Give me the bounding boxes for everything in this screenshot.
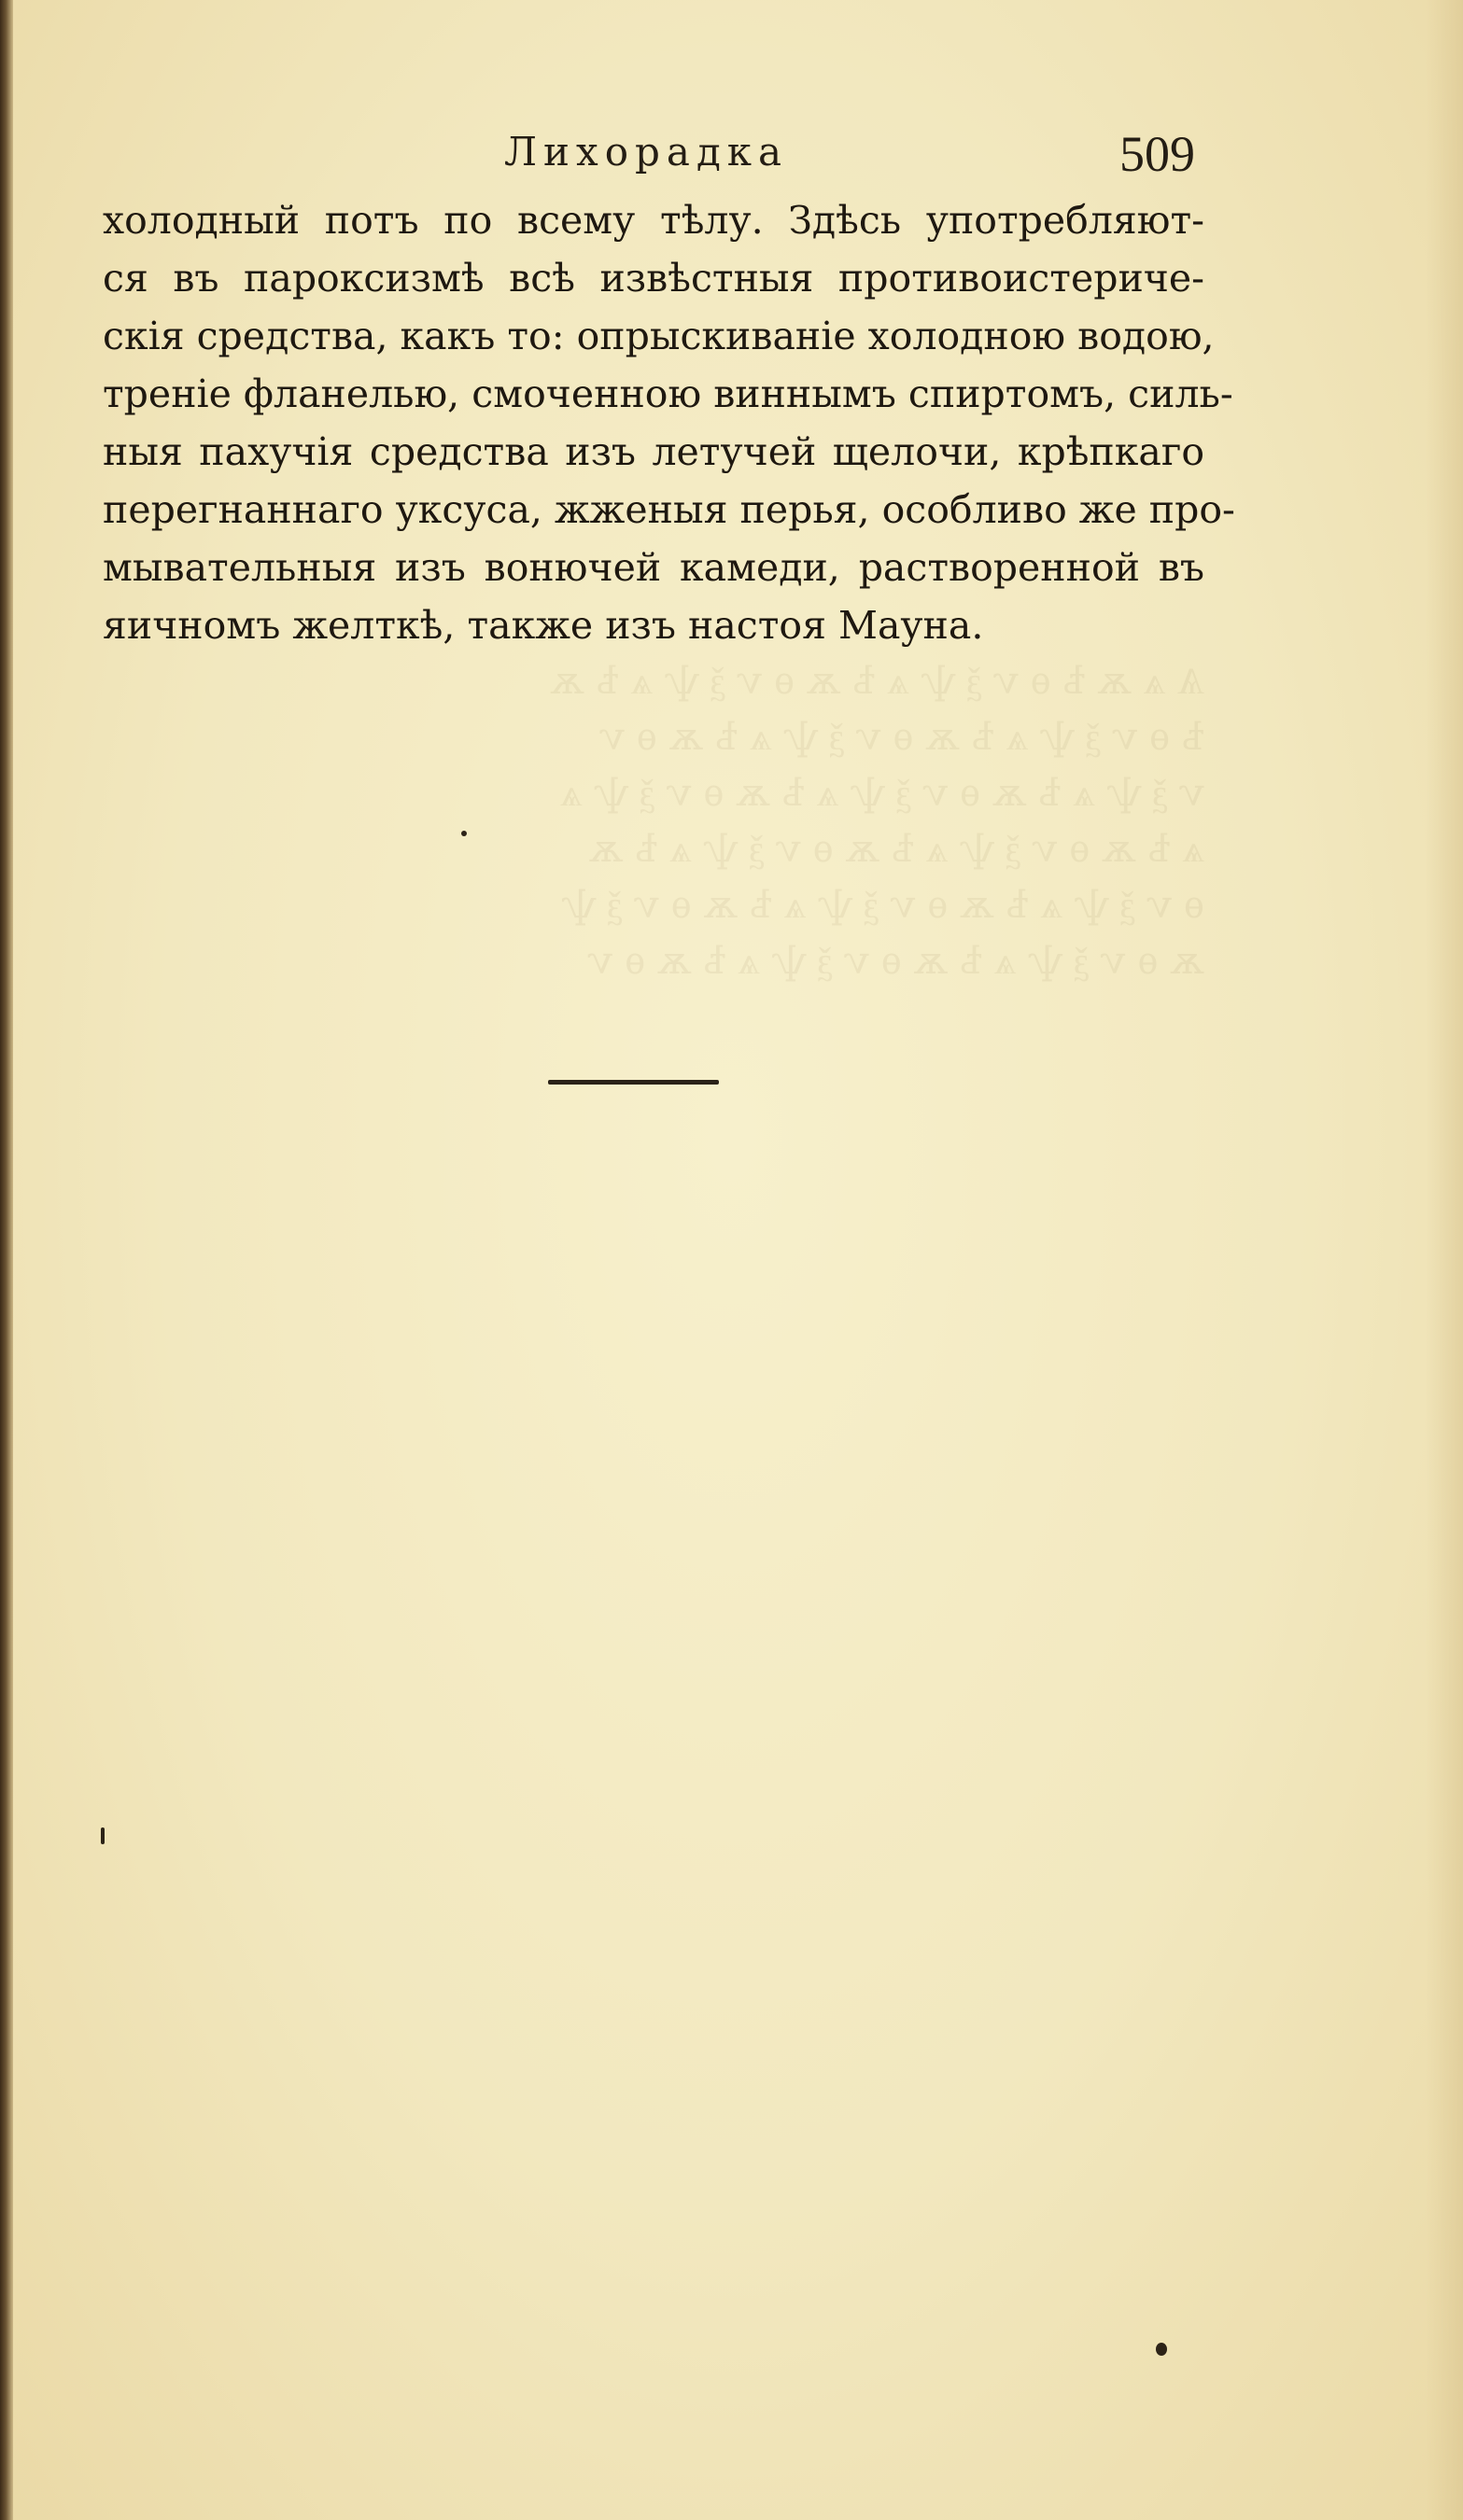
page-number: 509	[1119, 126, 1195, 182]
section-end-rule	[548, 1080, 719, 1085]
text-line: скія средства, какъ то: опрыскиваніе холодною водою,	[103, 314, 1215, 358]
binding-edge	[0, 0, 13, 2520]
ink-speck	[1156, 2343, 1167, 2356]
text-line: мывательныя изъ вонючей камеди, растворенной въ	[103, 545, 1204, 590]
text-line: ныя пахучія средства изъ летучей щелочи, крѣпкаго	[103, 429, 1204, 474]
text-line: треніе фланелью, смоченною виннымъ спиртомъ, силь-	[103, 371, 1233, 416]
running-head-title: Лихорадка	[504, 129, 789, 175]
text-line: яичномъ желткѣ, также изъ настоя Мауна.	[103, 603, 984, 648]
body-paragraph	[103, 191, 1235, 654]
running-head	[103, 126, 1204, 185]
page-edge-shadow	[1426, 0, 1463, 2520]
text-line: холодный потъ по всему тѣлу. Здѣсь употребляют-	[103, 198, 1204, 243]
bleed-through-texture: Ѧ ѧ ѫ ѣ ѳ ѵ ѯ ѱ ѧ ѣ ѫ ѳ ѵ ѯ ѱ ѧ ѣ ѫ ѣ ѳ ѵ ѯ ѱ ѧ ѣ ѫ ѳ ѵ ѯ ѱ ѧ ѣ ѫ ѳ ѵ ѵ ѯ ѱ ѧ ѣ ѫ ѳ ѵ ѯ ѱ ѧ ѣ ѫ ѳ ѵ ѯ ѱ ѧ ѧ ѣ ѫ ѳ ѵ ѯ ѱ ѧ ѣ ѫ ѳ ѵ ѯ ѱ ѧ ѣ ѫ ѳ ѵ ѯ ѱ ѧ ѣ ѫ ѳ ѵ ѯ ѱ ѧ ѣ ѫ ѳ ѵ ѯ ѱ ѫ ѳ ѵ ѯ ѱ ѧ ѣ ѫ ѳ ѵ ѯ ѱ ѧ ѣ ѫ ѳ ѵ	[550, 660, 1204, 983]
text-line: ся въ пароксизмѣ всѣ извѣстныя противоистериче-	[103, 256, 1204, 301]
text-line: перегнаннаго уксуса, жженыя перья, особливо же про-	[103, 487, 1235, 532]
ink-speck	[461, 831, 467, 836]
ink-speck	[101, 1827, 105, 1844]
